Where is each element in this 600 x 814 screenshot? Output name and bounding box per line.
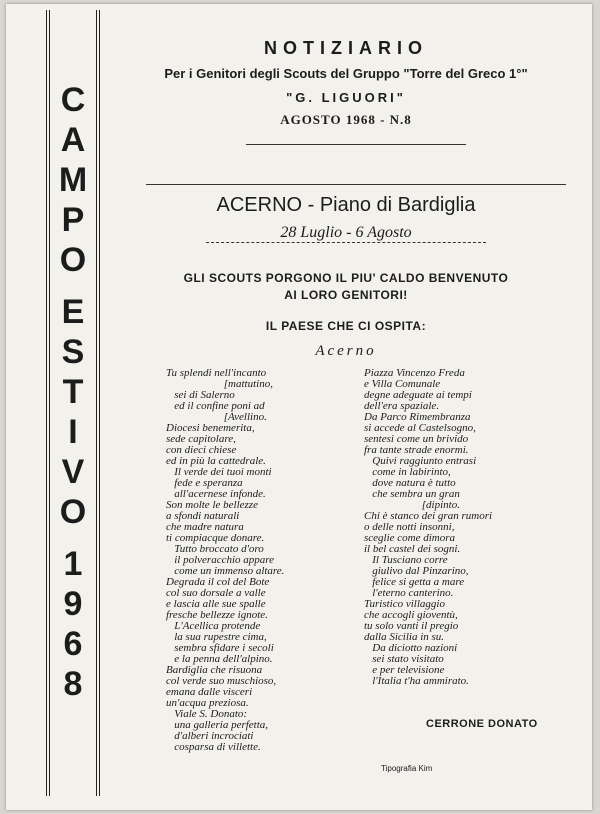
poem-line: [Avellino. — [166, 411, 267, 423]
banner-letter: 6 — [63, 625, 83, 663]
poem-line: che sembra un gran — [364, 488, 460, 500]
poem-line: emana dalle visceri — [166, 686, 253, 698]
poem-line: un'acqua preziosa. — [166, 697, 249, 709]
poem-line: dalla Sicilia in su. — [364, 631, 445, 643]
camp-dates: 28 Luglio - 6 Agosto — [280, 224, 412, 241]
poem-line: e lascia alle sue spalle — [166, 598, 266, 610]
poem-line: o delle notti insonni, — [364, 521, 455, 533]
banner-letter: M — [58, 161, 88, 199]
poem-line: degne adeguate ai tempi — [364, 389, 472, 401]
poem-line: la sua rupestre cima, — [166, 631, 267, 643]
poem-line: fede e speranza — [166, 477, 243, 489]
poem-line: [mattutino, — [166, 378, 273, 390]
banner-letter: 1 — [63, 545, 83, 583]
poem-line: una galleria perfetta, — [166, 719, 269, 731]
banner-letter: T — [62, 373, 84, 411]
divider — [206, 242, 486, 243]
poem-line: e Villa Comunale — [364, 378, 441, 390]
banner-letter: 8 — [63, 665, 83, 703]
poem-line: Piazza Vincenzo Freda — [364, 367, 465, 379]
poem-line: sei stato visitato — [364, 653, 444, 665]
newsletter-title: NOTIZIARIO — [264, 38, 428, 58]
poem-line: Quivi raggiunto entrasi — [364, 455, 477, 467]
poem-line: l'eterno canterino. — [364, 587, 454, 599]
welcome-message — [116, 270, 576, 304]
poem-title: Acerno — [315, 343, 377, 359]
section-heading: IL PAESE CHE CI OSPITA: — [265, 319, 427, 333]
poem-line: [dipinto. — [364, 499, 460, 511]
poem-line: Diocesi benemerita, — [166, 422, 255, 434]
printer-credit: Tipografia Kim — [381, 764, 433, 773]
group-name: "G. LIGUORI" — [286, 90, 406, 105]
poem-line: che madre natura — [166, 521, 244, 533]
poem-line: all'acernese infonde. — [166, 488, 266, 500]
poem-line: con dieci chiese — [166, 444, 237, 456]
welcome-line: GLI SCOUTS PORGONO IL PIU' CALDO BENVENUTO — [183, 271, 509, 285]
poem-line: come in labirinto, — [364, 466, 451, 478]
divider — [246, 144, 466, 145]
poem-line: tu solo vanti il pregio — [364, 620, 459, 632]
poem-line: il polveracchio appare — [166, 554, 275, 566]
poem-line: ti compiacque donare. — [166, 532, 265, 544]
poem-author: CERRONE DONATO — [426, 718, 538, 730]
welcome-line: AI LORO GENITORI! — [284, 288, 408, 302]
poem-line: L'Acellica protende — [166, 620, 261, 632]
poem-line: felice si getta a mare — [364, 576, 465, 588]
poem-line: Degrada il col del Bote — [166, 576, 270, 588]
poem-line: a sfondi naturali — [166, 510, 240, 522]
poem-line: sede capitolare, — [166, 433, 236, 445]
poem-line: d'alberi incrociati — [166, 730, 254, 742]
poem-line: sembra sfidare i secoli — [166, 642, 274, 654]
poem-right-column — [364, 368, 492, 687]
banner-letter: C — [60, 81, 86, 119]
camp-location: ACERNO - Piano di Bardiglia — [216, 194, 476, 216]
banner-letter — [50, 280, 96, 292]
poem-line: fra tante strade enormi. — [364, 444, 469, 456]
banner-letter: E — [61, 293, 85, 331]
poem-line: e la penna dell'alpino. — [166, 653, 273, 665]
poem-line: Tutto broccato d'oro — [166, 543, 264, 555]
divider — [146, 184, 566, 185]
poem-line: dell'era spaziale. — [364, 400, 440, 412]
poem-left-column — [166, 368, 284, 753]
poem-line: sentesi come un brivido — [364, 433, 469, 445]
poem-line: cosparsa di villette. — [166, 741, 261, 753]
vertical-banner-text — [50, 80, 96, 704]
poem-line: col suo dorsale a valle — [166, 587, 266, 599]
poem-line: sceglie come dimora — [364, 532, 456, 544]
poem-line: Da Parco Rimembranza — [364, 411, 471, 423]
poem-line: giulivo dal Pinzarino, — [364, 565, 469, 577]
poem-line: sei di Salerno — [166, 389, 235, 401]
poem-line: fresche bellezze ignote. — [166, 609, 268, 621]
newsletter-subtitle: Per i Genitori degli Scouts del Gruppo "Torre del Greco 1°" — [164, 66, 528, 81]
banner-letter: O — [59, 493, 87, 531]
poem-line: si accede al Castelsogno, — [364, 422, 476, 434]
poem-line: dove natura è tutto — [364, 477, 456, 489]
banner-letter: 9 — [63, 585, 83, 623]
banner-letter: P — [61, 201, 85, 239]
poem-line: Il verde dei tuoi monti — [166, 466, 272, 478]
poem-line: Bardiglia che risuona — [166, 664, 263, 676]
poem-line: e per televisione — [364, 664, 445, 676]
poem-line: col verde suo muschioso, — [166, 675, 277, 687]
newsletter-page — [6, 4, 592, 810]
poem-line: il bel castel dei sogni. — [364, 543, 461, 555]
poem-line: Tu splendi nell'incanto — [166, 367, 267, 379]
banner-letter: S — [61, 333, 85, 371]
poem-line: Da diciotto nazioni — [364, 642, 458, 654]
banner-letter — [50, 532, 96, 544]
poem-line: Viale S. Donato: — [166, 708, 248, 720]
vertical-banner — [46, 10, 100, 796]
banner-letter: A — [60, 121, 86, 159]
poem-line: che accogli gioventù, — [364, 609, 458, 621]
poem-line: come un immenso altare. — [166, 565, 285, 577]
poem-line: l'Italia t'ha ammirato. — [364, 675, 469, 687]
poem-line: Son molte le bellezze — [166, 499, 258, 511]
poem-line: Il Tusciano corre — [364, 554, 448, 566]
issue-date: AGOSTO 1968 - N.8 — [280, 112, 412, 127]
poem-line: Turistico villaggio — [364, 598, 445, 610]
banner-letter: V — [61, 453, 85, 491]
poem-line: ed in più la cattedrale. — [166, 455, 266, 467]
banner-letter: O — [59, 241, 87, 279]
poem-line: Chi è stanco dei gran rumori — [364, 510, 493, 522]
poem-line: ed il confine poni ad — [166, 400, 265, 412]
banner-letter: I — [68, 413, 78, 451]
